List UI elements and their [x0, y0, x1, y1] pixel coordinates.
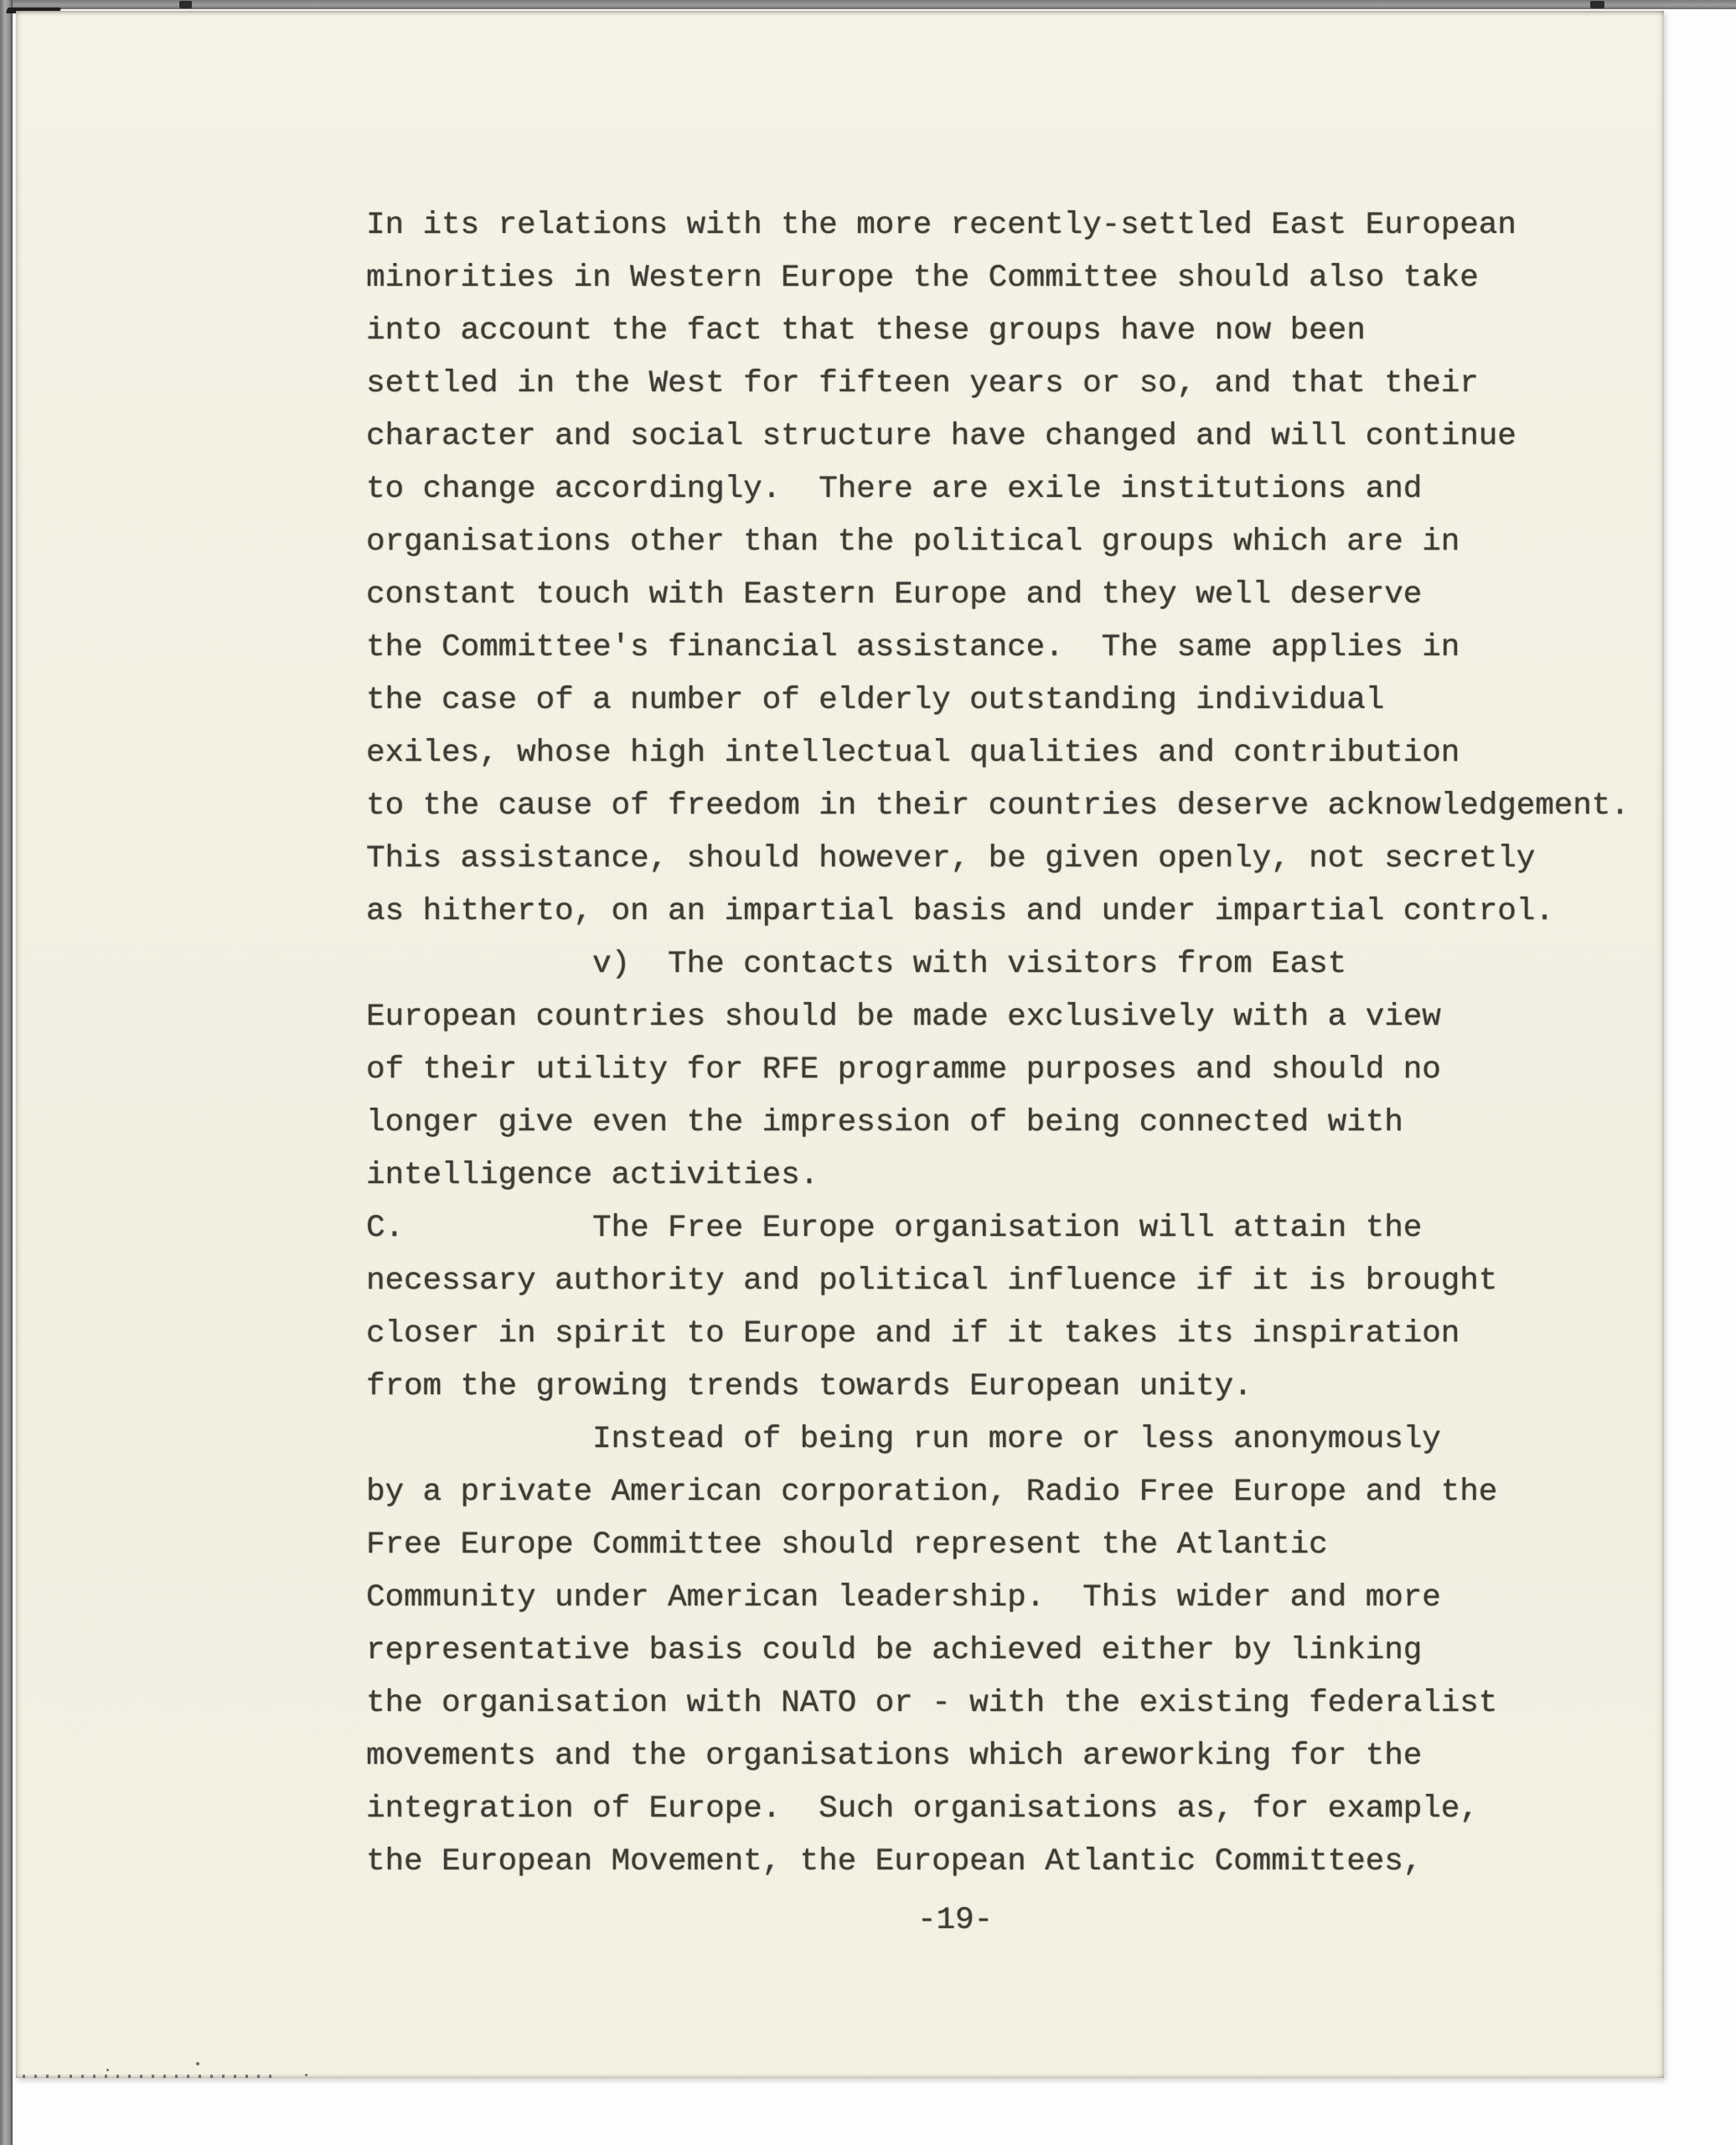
- scanner-edge-left: [0, 0, 13, 2145]
- text-line: the case of a number of elderly outstanding individual: [366, 683, 1385, 718]
- text-line: minorities in Western Europe the Committee should also take: [366, 261, 1479, 296]
- paper-speck: [106, 2069, 109, 2071]
- paper-speck: [305, 2074, 307, 2076]
- page-number: -19-: [917, 1903, 994, 1938]
- text-line: integration of Europe. Such organisations as, for example,: [366, 1791, 1479, 1827]
- text-line: as hitherto, on an impartial basis and under impartial control.: [366, 894, 1554, 929]
- text-line: necessary authority and political influence if it is brought: [366, 1264, 1498, 1299]
- text-line: of their utility for RFE programme purposes and should no: [366, 1052, 1441, 1088]
- scanner-edge-top: [0, 0, 1736, 9]
- text-line: intelligence activities.: [366, 1158, 819, 1193]
- page-text: [366, 199, 1630, 1889]
- text-line: representative basis could be achieved either by linking: [366, 1633, 1423, 1668]
- text-line: European countries should be made exclusively with a view: [366, 1000, 1441, 1035]
- text-line: the Committee's financial assistance. The same applies in: [366, 630, 1460, 665]
- text-line: the organisation with NATO or - with the existing federalist: [366, 1686, 1498, 1721]
- text-line: from the growing trends towards European unity.: [366, 1369, 1253, 1404]
- text-line: v) The contacts with visitors from East: [366, 947, 1347, 982]
- text-line: exiles, whose high intellectual qualities and contribution: [366, 736, 1460, 771]
- text-line: movements and the organisations which areworking for the: [366, 1739, 1423, 1774]
- text-line: C. The Free Europe organisation will attain the: [366, 1211, 1423, 1246]
- text-line: This assistance, should however, be given openly, not secretly: [366, 841, 1536, 876]
- text-line: Instead of being run more or less anonymously: [366, 1422, 1441, 1457]
- text-line: closer in spirit to Europe and if it takes its inspiration: [366, 1316, 1460, 1352]
- text-line: organisations other than the political groups which are in: [366, 525, 1460, 560]
- scan-artifact-top-mid: [179, 1, 192, 8]
- text-line: Community under American leadership. This wider and more: [366, 1580, 1441, 1615]
- text-line: character and social structure have changed and will continue: [366, 419, 1516, 454]
- text-line: Free Europe Committee should represent the Atlantic: [366, 1527, 1328, 1563]
- paper-speck: [196, 2062, 199, 2065]
- paper-bottom-edge-specks: [23, 2075, 274, 2078]
- text-line: by a private American corporation, Radio Free Europe and the: [366, 1475, 1498, 1510]
- text-line: to change accordingly. There are exile institutions and: [366, 472, 1423, 507]
- text-line: longer give even the impression of being connected with: [366, 1105, 1403, 1140]
- scan-artifact-top-right: [1590, 1, 1604, 8]
- paper-sheet: [16, 11, 1664, 2078]
- text-line: to the cause of freedom in their countries deserve acknowledgement.: [366, 788, 1630, 824]
- text-line: into account the fact that these groups have now been: [366, 313, 1366, 349]
- text-line: settled in the West for fifteen years or so, and that their: [366, 366, 1479, 401]
- text-line: the European Movement, the European Atlantic Committees,: [366, 1844, 1423, 1879]
- text-line: In its relations with the more recently-settled East European: [366, 208, 1516, 243]
- text-line: constant touch with Eastern Europe and they well deserve: [366, 577, 1423, 612]
